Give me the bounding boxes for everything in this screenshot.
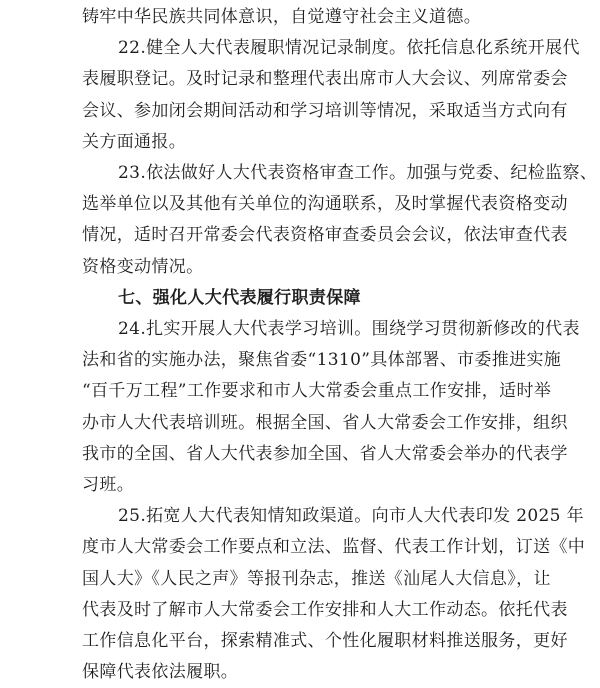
text-line: 资格变动情况。	[82, 256, 204, 277]
text-line: 代表及时了解市人大常委会工作安排和人大工作动态。依托代表	[82, 599, 568, 620]
text-line: 25.拓宽人大代表知情知政渠道。向市人大代表印发 2025 年	[118, 506, 584, 527]
text-line: 关方面通报。	[82, 131, 187, 152]
text-line: 办市人大代表培训班。根据全国、省人大常委会工作安排，组织	[82, 412, 568, 433]
text-line: 度市人大常委会工作要点和立法、监督、代表工作计划，订送《中	[82, 537, 586, 558]
text-line: 23.依法做好人大代表资格审查工作。加强与党委、纪检监察、	[118, 163, 598, 183]
text-line: 国人大》《人民之声》等报刊杂志，推送《汕尾人大信息》，让	[82, 568, 551, 589]
text-line: 习班。	[82, 475, 135, 495]
text-line: 表履职登记。及时记录和整理代表出席市人大会议、列席常委会	[82, 69, 568, 90]
text-line: 我市的全国、省人大代表参加全国、省人大常委会举办的代表学	[82, 443, 568, 464]
text-line: 会议、参加闭会期间活动和学习培训等情况，采取适当方式向有	[82, 100, 568, 121]
text-line: 22.健全人大代表履职情况记录制度。依托信息化系统开展代	[118, 38, 580, 59]
text-line: 选举单位以及其他有关单位的沟通联系，及时掌握代表资格变动	[82, 194, 568, 215]
text-line: 法和省的实施办法，聚焦省委“1310”具体部署、市委推进实施	[82, 350, 562, 371]
section-heading: 七、强化人大代表履行职责保障	[118, 287, 361, 308]
text-line: 情况，适时召开常委会代表资格审查委员会会议，依法审查代表	[82, 225, 568, 246]
text-line: 保障代表依法履职。	[82, 662, 239, 683]
text-line: 24.扎实开展人大代表学习培训。围绕学习贯彻新修改的代表	[118, 319, 580, 339]
text-line: “百千万工程”工作要求和市人大常委会重点工作安排，适时举	[82, 381, 552, 402]
text-line: 铸牢中华民族共同体意识，自觉遵守社会主义道德。	[82, 7, 482, 27]
text-line: 工作信息化平台，探索精准式、个性化履职材料推送服务，更好	[82, 631, 568, 651]
